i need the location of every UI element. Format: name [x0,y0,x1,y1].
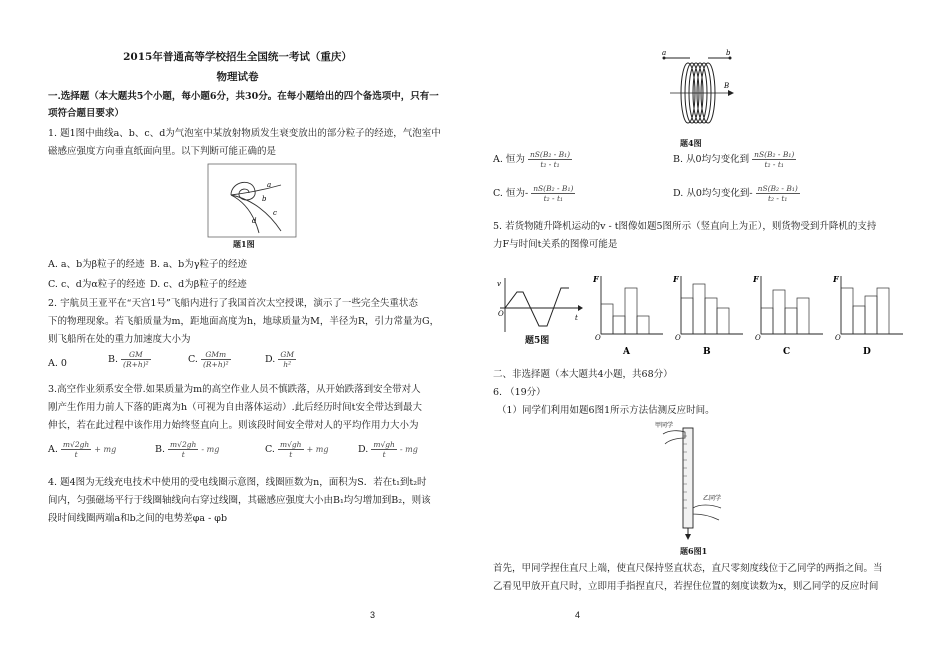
q2-b-den: (R+h)² [123,360,149,369]
q5-b-origin: O [675,334,681,342]
q4-b-den: t₂ - t₁ [764,160,784,169]
q3-line1: 3.高空作业须系安全带.如果质量为m的高空作业人员不慎跌落，从开始跌落到安全带对人 [48,384,421,395]
section1-line2: 项符合题目要求） [48,108,125,119]
q5-vt-axis-v: v [497,280,501,288]
q3-option-d [358,440,418,459]
q4-d-den: t₂ - t₁ [768,194,788,203]
exam-title: 2015年普通高等学校招生全国统一考试（重庆） [123,51,352,63]
q2-line2: 下的物理现象。若飞船质量为m，距地面高度为h，地球质量为M，半径为R，引力常量为G， [48,316,440,327]
q5-graph-d [833,268,905,360]
q5-b-axis-F: F [673,274,679,284]
q4-a-label: A. 恒为 [493,154,525,165]
q5-vt-graph [495,270,585,340]
q6-head: 6. （19分） [493,387,546,398]
q3-a-tail: + mg [94,445,117,454]
q3-d-den: t [382,450,386,459]
q2-b-num: GM [121,350,151,360]
q3-a-num: m√2gh [62,440,90,449]
q5-fig-caption: 题5图 [525,336,550,346]
q2-c-num: GMm [201,350,231,360]
q5-d-axis-F: F [833,274,839,284]
q5-d-label: D [863,347,871,357]
q2-option-b-label: B. [108,354,119,365]
q6-label-jia: 甲同学 [655,422,674,429]
q3-d-tail: - mg [399,445,418,454]
section2-heading: 二、非选择题（本大题共4小题，共68分） [493,369,673,380]
q2-c-den: (R+h)² [202,360,229,369]
q1-option-d: D. c、d为β粒子的经迹 [150,279,247,290]
q2-option-d-label: D. [265,354,276,365]
q3-line2: 刚产生作用力前人下落的距离为h（可视为自由落体运动）.此后经历时间t安全带达到最大 [48,402,422,413]
q5-b-label: B [703,347,711,357]
q3-option-c [265,440,329,459]
q2-option-d-fraction [278,350,296,369]
q6-fig-caption: 题6图1 [680,546,708,556]
q4-c-fraction [531,184,575,203]
q6-line2: 乙看见甲放开直尺时，立即用手指捏直尺，若捏住位置的刻度读数为x，则乙同学的反应时间 [493,581,879,592]
q4-b-num: nS(B₂ - B₁) [754,150,795,159]
page-number-3: 3 [370,610,376,620]
q4-label-b: b [726,49,731,57]
q4-b-fraction [752,150,796,169]
q1-option-b: B. a、b为γ粒子的经迹 [150,259,247,270]
q2-line3: 则飞船所在处的重力加速度大小为 [48,334,191,345]
q1-line2: 磁感应强度方向垂直纸面向里。以下判断可能正确的是 [48,146,277,157]
q1-line1: 1. 题1图中曲线a、b、c、d为气泡室中某放射物质发生衰变放出的部分粒子的经迹，气泡室中 [48,128,441,139]
q1-option-a: A. a、b为β粒子的经迹 [48,259,145,270]
q1-fig-label-b: b [262,195,267,203]
q5-vt-origin: O [498,310,504,318]
right-page [475,0,950,658]
q3-c-fraction [278,440,304,459]
q2-line1: 2. 宇航员王亚平在“天宫1号”飞船内进行了我国首次太空授课，演示了一些完全失重状态 [48,298,418,309]
q4-line3: 段时间线圈两端a和b之间的电势差φa - φb [48,513,228,524]
q2-option-d [265,350,296,369]
q3-option-b [155,440,219,459]
q5-line1: 5. 若货物随升降机运动的v - t图像如题5图所示（竖直向上为正），则货物受到升降机的支持 [493,221,877,232]
q4-d-label: D. 从0均匀变化到- [673,188,753,199]
q6-figure [655,420,745,540]
q4-c-label: C. 恒为- [493,188,529,199]
section1-line1: 一.选择题（本大题共5个小题，每小题6分，共30分。在每小题给出的四个备选项中，只有一 [48,91,439,102]
q1-fig-caption: 题1图 [233,239,255,249]
q3-line3: 伸长，若在此过程中该作用力始终竖直向上。则该段时间安全带对人的平均作用力大小为 [48,420,419,431]
q6-line1: 首先，甲同学捏住直尺上端，使直尺保持竖直状态，直尺零刻度线位于乙同学的两指之间。当 [493,563,883,574]
q2-option-c-fraction [201,350,231,369]
q5-c-origin: O [755,334,761,342]
q3-c-tail: + mg [306,445,329,454]
q4-coil-figure [660,48,740,136]
q5-a-label: A [623,347,630,357]
q2-option-c-label: C. [188,354,198,365]
q3-option-a [48,440,116,459]
q4-c-num: nS(B₂ - B₁) [533,184,574,193]
q3-d-num: m√gh [373,440,395,449]
q5-graph-c [753,268,825,360]
q5-c-label: C [783,347,791,357]
q3-b-tail: - mg [201,445,220,454]
q3-c-label: C. [265,444,275,455]
q5-d-origin: O [835,334,841,342]
q3-a-den: t [74,450,78,459]
q4-option-d [673,184,800,203]
q1-fig-label-d: d [252,217,257,225]
q2-d-den: h² [283,360,292,369]
exam-subtitle: 物理试卷 [216,71,259,83]
q4-a-num: nS(B₂ - B₁) [529,150,571,159]
q4-option-c [493,184,575,203]
q4-fig-caption: 题4图 [680,138,702,148]
q4-label-B: B [724,82,730,90]
q4-option-a [493,150,572,169]
q5-c-axis-F: F [753,274,759,284]
q4-a-den: t₂ - t₁ [540,160,560,169]
q4-label-a: a [662,49,667,57]
q3-a-label: A. [48,444,58,455]
q3-b-label: B. [155,444,166,455]
q4-line1: 4. 题4图为无线充电技术中使用的受电线圈示意图，线圈匝数为n，面积为S．若在t₁到t₂时 [48,477,427,488]
q6-sub1: （1）同学们利用如题6图1所示方法估测反应时间。 [497,405,715,416]
q4-line2: 间内，匀强磁场平行于线圈轴线向右穿过线圈，其磁感应强度大小由B₁均匀增加到B₂，则该 [48,495,431,506]
q5-a-origin: O [595,334,601,342]
q3-d-label: D. [358,444,369,455]
q1-fig-label-a: a [267,181,272,189]
q5-vt-axis-t: t [575,314,578,322]
q2-d-num: GM [280,350,295,359]
q1-fig-label-c: c [273,209,277,217]
q5-line2: 力F与时间t关系的图像可能是 [493,239,618,250]
q4-d-num: nS(B₂ - B₁) [757,184,798,193]
q3-b-fraction [168,440,198,459]
q5-a-axis-F: F [593,274,599,284]
q4-a-fraction [528,150,572,169]
q2-option-a: A. 0 [48,358,67,369]
q5-graph-a [593,268,665,360]
q2-option-b-fraction [121,350,151,369]
page-number-4: 4 [575,610,581,620]
q2-option-c [188,350,231,369]
q3-b-num: m√2gh [170,440,197,449]
q3-c-num: m√gh [279,440,302,449]
q4-d-fraction [756,184,800,203]
q3-c-den: t [289,450,293,459]
q4-option-b [673,150,796,169]
q1-option-c: C. c、d为α粒子的经迹 [48,279,146,290]
q5-graph-b [673,268,745,360]
q4-b-label: B. 从0均匀变化到 [673,154,750,165]
q6-label-yi: 乙同学 [703,495,722,502]
q3-d-fraction [371,440,397,459]
q2-option-b [108,350,151,369]
q4-c-den: t₂ - t₁ [543,194,563,203]
q3-a-fraction [61,440,91,459]
q3-b-den: t [181,450,185,459]
q1-figure [207,163,297,238]
